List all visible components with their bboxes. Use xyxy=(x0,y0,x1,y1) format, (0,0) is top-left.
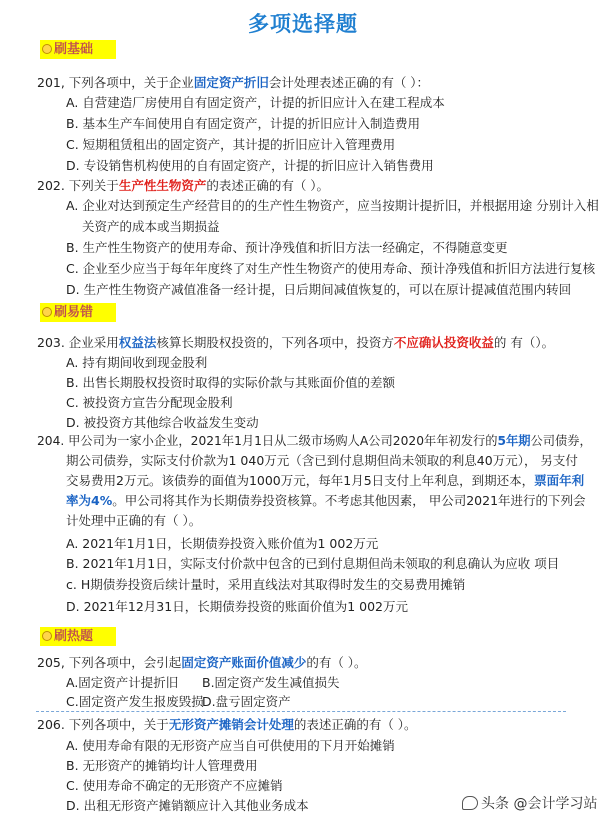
chat-bubble-icon xyxy=(462,796,478,810)
option-203-d: D. 被投资方其他综合收益发生变动 xyxy=(66,415,259,430)
bulb-icon xyxy=(42,631,52,641)
question-204-line-3: 交易费用2万元。该债券的面值为1000万元，每年1月5日支付上年利息，到期还本，票面年利 xyxy=(66,473,585,488)
watermark: 头条 @会计学习站 xyxy=(462,793,597,813)
option-202-c: C. 企业至少应当于每年年度终了对生产性生物资产的使用寿命、预计净残值和折旧方法进行复核 xyxy=(66,261,596,276)
question-203: 203. 企业采用权益法核算长期股权投资的，下列各项中，投资方不应确认投资收益的 有（）。 xyxy=(37,335,555,350)
option-201-d: D. 专设销售机构使用的自有固定资产，计提的折旧应计入销售费用 xyxy=(66,158,434,173)
option-205-c: C.固定资产发生报废毁损 xyxy=(66,694,204,709)
question-204-line-5: 计处理中正确的有（ ）。 xyxy=(66,513,202,528)
question-205: 205, 下列各项中，会引起固定资产账面价值减少的有（ ）。 xyxy=(37,655,367,670)
option-206-d: D. 出租无形资产摊销额应计入其他业务成本 xyxy=(66,798,309,813)
section-label-error: 刷易错 xyxy=(40,303,116,322)
bulb-icon xyxy=(42,44,52,54)
option-206-c: C. 使用寿命不确定的无形资产不应摊销 xyxy=(66,778,283,793)
option-205-d: D.盘亏固定资产 xyxy=(202,694,291,709)
option-204-d: D. 2021年12月31日，长期债券投资的账面价值为1 002万元 xyxy=(66,599,408,614)
option-204-b: B. 2021年1月1日，实际支付价款中包含的已到付息期但尚未领取的利息确认为应收 项目 xyxy=(66,556,560,571)
question-204-line-2: 期公司债券，实际支付价款为1 040万元（含已到付息期但尚未领取的利息40万元）， 另支付 xyxy=(66,453,578,468)
question-206: 206. 下列各项中，关于无形资产摊销会计处理的表述正确的有（ ）。 xyxy=(37,717,417,732)
question-204-line-4: 率为4%。甲公司将其作为长期债券投资核算。不考虑其他因素， 甲公司2021年进行的下列会 xyxy=(66,493,586,508)
question-201: 201, 下列各项中，关于企业固定资产折旧会计处理表述正确的有（ ）： xyxy=(37,75,430,90)
bulb-icon xyxy=(42,307,52,317)
option-205-a: A.固定资产计提折旧 xyxy=(66,675,179,690)
option-201-a: A. 自营建造厂房使用自有固定资产，计提的折旧应计入在建工程成本 xyxy=(66,95,445,110)
option-206-b: B. 无形资产的摊销均计人管理费用 xyxy=(66,758,258,773)
option-204-c: c. H期债券投资后续计量时，采用直线法对其取得时发生的交易费用摊销 xyxy=(66,577,466,592)
option-202-d: D. 生产性生物资产减值准备一经计提，日后期间减值恢复的，可以在原计提减值范围内转回 xyxy=(66,282,572,297)
option-202-a: A. 企业对达到预定生产经营目的的生产性生物资产，应当按期计提折旧，并根据用途 分别计入相 xyxy=(66,198,599,213)
option-202-b: B. 生产性生物资产的使用寿命、预计净残值和折旧方法一经确定，不得随意变更 xyxy=(66,240,508,255)
option-204-a: A. 2021年1月1日，长期债券投资入账价值为1 002万元 xyxy=(66,536,379,551)
page-title: 多项选择题 xyxy=(248,12,358,36)
option-203-a: A. 持有期间收到现金股利 xyxy=(66,355,208,370)
option-202-a-cont: 关资产的成本或当期损益 xyxy=(82,219,220,234)
option-201-c: C. 短期租赁租出的固定资产，其计提的折旧应计入管理费用 xyxy=(66,137,396,152)
question-202: 202. 下列关于生产性生物资产的表述正确的有（ ）。 xyxy=(37,178,330,193)
divider xyxy=(36,711,566,712)
option-205-b: B.固定资产发生减值损失 xyxy=(202,675,340,690)
option-203-b: B. 出售长期股权投资时取得的实际价款与其账面价值的差额 xyxy=(66,375,396,390)
option-206-a: A. 使用寿命有限的无形资产应当自可供使用的下月开始摊销 xyxy=(66,738,395,753)
question-204-line-1: 204. 甲公司为一家小企业，2021年1月1日从二级市场购人A公司2020年年初发行的5年期公司债券， xyxy=(37,434,592,448)
section-label-basic: 刷基础 xyxy=(40,40,116,59)
option-201-b: B. 基本生产车间使用自有固定资产，计提的折旧应计入制造费用 xyxy=(66,116,421,131)
section-label-hot: 刷热题 xyxy=(40,627,116,646)
option-203-c: C. 被投资方宣告分配现金股利 xyxy=(66,395,233,410)
